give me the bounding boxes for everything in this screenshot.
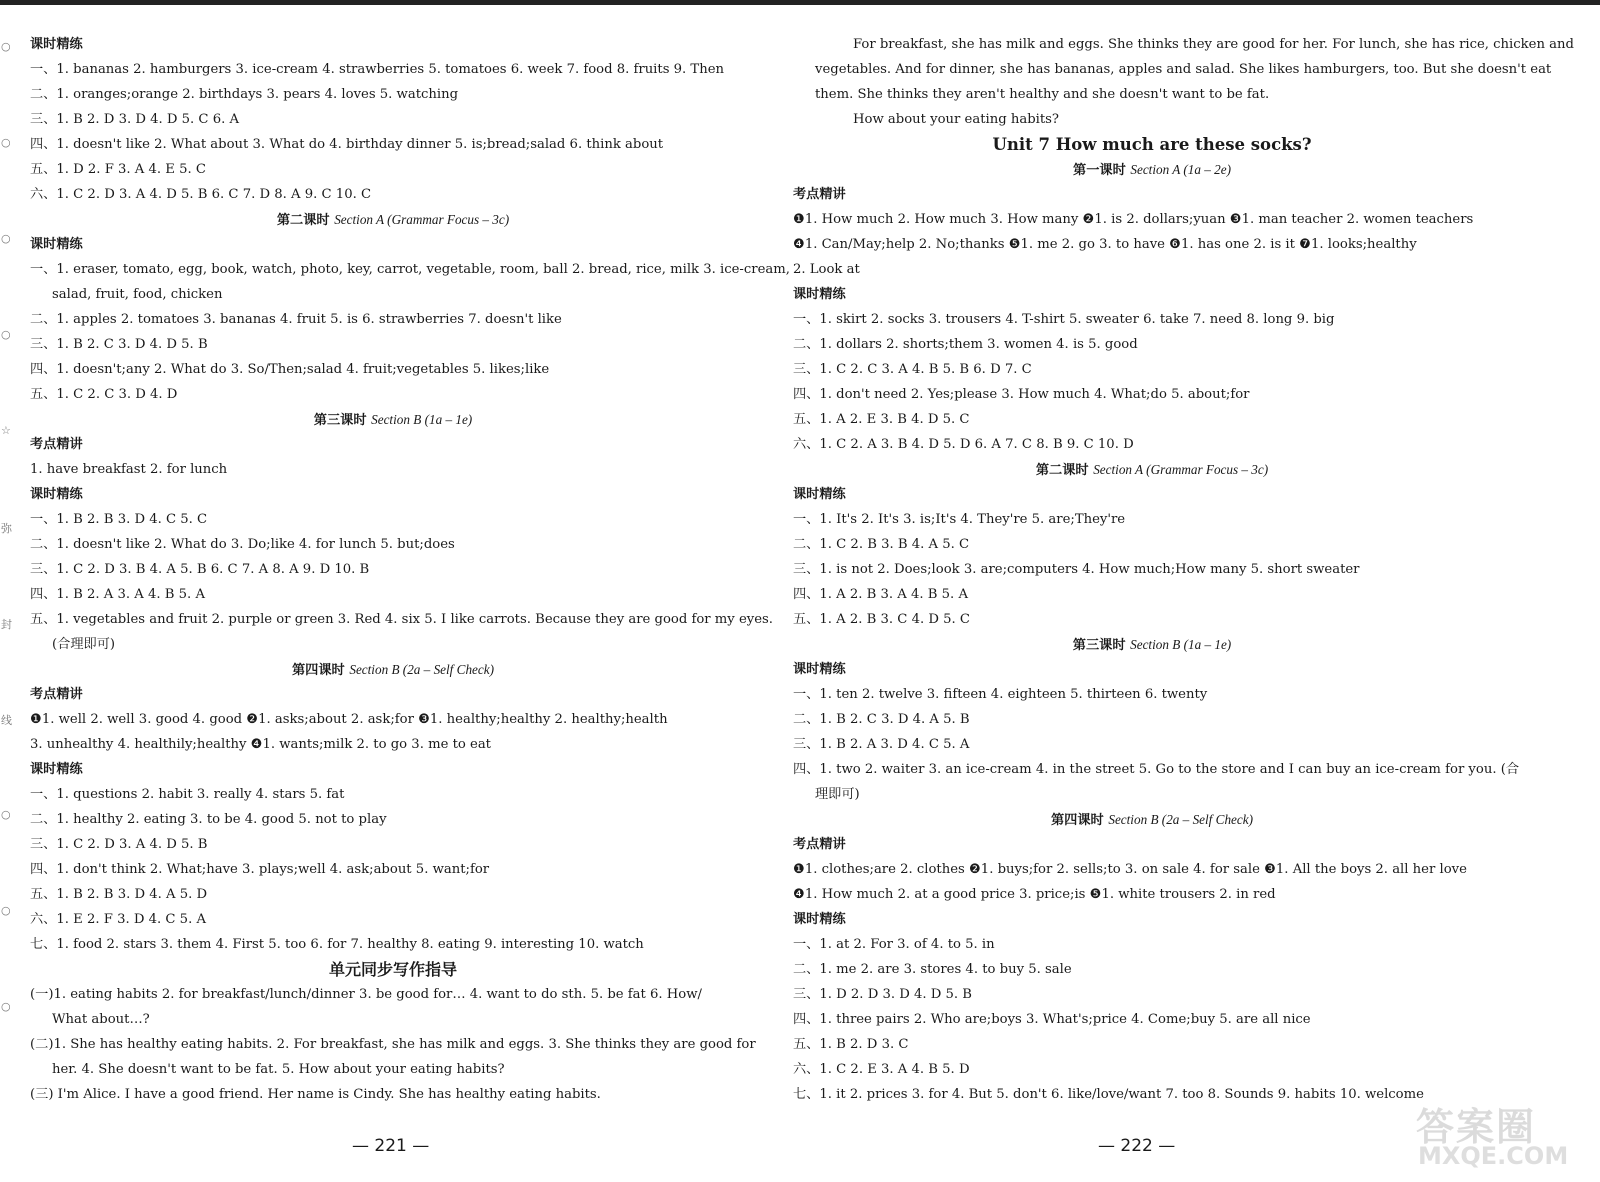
line-text: 课时精练 [30,237,83,252]
answer-line [793,1036,908,1054]
answer-line [793,161,1511,179]
line-text: For breakfast, she has milk and eggs. She thinks they are good for her. For lunch, she has rice, chicken and [853,37,1574,52]
answer-line [30,461,227,479]
answer-line [30,311,562,329]
line-text: 第三课时 [313,413,367,428]
line-text: 考点精讲 [30,687,83,702]
gutter-mark: ☆ [1,424,11,437]
line-text: 一、1. ten 2. twelve 3. fifteen 4. eighteen 5. thirteen 6. twenty [793,687,1208,702]
line-text: 三、1. C 2. D 3. A 4. D 5. B [30,837,208,852]
line-text: 第四课时 [292,663,345,678]
section-subtitle: Section A (Grammar Focus – 3c) [1093,462,1269,477]
answer-line [30,61,724,79]
answer-line [793,761,1519,779]
line-text: 六、1. C 2. A 3. B 4. D 5. D 6. A 7. C 8. B 9. C 10. D [793,437,1134,452]
line-text: 第一课时 [1073,163,1126,178]
line-text: 一、1. It's 2. It's 3. is;It's 4. They're 5. are;They're [793,512,1126,527]
answer-line [30,561,369,579]
line-text: 四、1. doesn't;any 2. What do 3. So/Then;salad 4. fruit;vegetables 5. likes;like [30,362,550,377]
answer-line [30,1036,756,1054]
section-subtitle: Section A (Grammar Focus – 3c) [334,212,510,227]
section-subtitle: Section B (2a – Self Check) [1108,812,1253,827]
gutter-mark: 封 [1,618,12,631]
line-text: 三、1. D 2. D 3. D 4. D 5. B [793,987,972,1002]
line-text: 单元同步写作指导 [328,960,457,979]
line-text: 课时精练 [793,287,846,302]
answer-line [30,511,207,529]
line-text: 二、1. C 2. B 3. B 4. A 5. C [793,537,970,552]
line-text: 六、1. E 2. F 3. D 4. C 5. A [30,912,206,927]
answer-line [793,536,969,554]
line-text: 一、1. bananas 2. hamburgers 3. ice-cream 4. strawberries 5. tomatoes 6. week 7. food 8. fruits 9. Then [30,62,725,77]
answer-line [30,936,644,954]
page-number-left: — 221 — [352,1136,430,1156]
line-text: ❶1. How much 2. How much 3. How many ❷1. is 2. dollars;yuan ❸1. man teacher 2. women teachers [793,212,1474,227]
line-text: How about your eating habits? [853,112,1059,127]
line-text: 第三课时 [1072,638,1126,653]
line-text: her. 4. She doesn't want to be fat. 5. How about your eating habits? [52,1062,505,1077]
line-text: 六、1. C 2. D 3. A 4. D 5. B 6. C 7. D 8. A 9. C 10. C [30,187,372,202]
answer-line [793,636,1511,654]
gutter-mark: ○ [1,328,11,341]
answer-line [793,361,1032,379]
line-text: 三、1. is not 2. Does;look 3. are;computers 4. How much;How many 5. short sweater [793,562,1360,577]
answer-line [52,1011,150,1029]
answer-line [30,536,455,554]
line-text: salad, fruit, food, chicken [52,287,223,302]
answer-line [793,261,860,279]
section-subtitle: Section B (1a – 1e) [371,412,473,427]
answer-line [793,1011,1311,1029]
line-text: 二、1. healthy 2. eating 3. to be 4. good 5. not to play [30,812,387,827]
answer-line [793,611,970,629]
answer-line [30,911,206,929]
answer-line [793,686,1207,704]
line-text: them. She thinks they aren't healthy and she doesn't want to be fat. [815,87,1270,102]
line-text: 二、1. dollars 2. shorts;them 3. women 4. is 5. good [793,337,1138,352]
answer-line [30,836,207,854]
line-text: 课时精练 [30,37,83,52]
answer-line [793,586,968,604]
answer-line [793,986,972,1004]
answer-line [853,36,1574,54]
answer-line [30,661,756,679]
line-text: 五、1. A 2. E 3. B 4. D 5. C [793,412,970,427]
answer-line [793,186,846,204]
answer-line [30,986,702,1004]
answer-line [30,811,387,829]
answer-line [30,361,549,379]
answer-line [793,386,1249,404]
answer-line [52,1061,505,1079]
answer-line [30,761,83,779]
answer-line [30,111,239,129]
page-number-right: — 222 — [1098,1136,1176,1156]
line-text: 四、1. don't need 2. Yes;please 3. How much 4. What;do 5. about;for [793,387,1250,402]
gutter-mark: ○ [1,40,11,53]
line-text: 五、1. B 2. B 3. D 4. A 5. D [30,887,208,902]
line-text: 三、1. C 2. C 3. A 4. B 5. B 6. D 7. C [793,362,1032,377]
top-border [0,0,1600,5]
gutter-mark: ○ [1,232,11,245]
line-text: 考点精讲 [793,187,846,202]
line-text: 四、1. B 2. A 3. A 4. B 5. A [30,587,205,602]
line-text: 一、1. B 2. B 3. D 4. C 5. C [30,512,208,527]
line-text: ❹1. How much 2. at a good price 3. price;is ❺1. white trousers 2. in red [793,887,1276,902]
line-text: 二、1. B 2. C 3. D 4. A 5. B [793,712,970,727]
section-subtitle: Section B (1a – 1e) [1130,637,1232,652]
line-text: 二、1. doesn't like 2. What do 3. Do;like 4. for lunch 5. but;does [30,537,455,552]
line-text: 六、1. C 2. E 3. A 4. B 5. D [793,1062,970,1077]
answer-line [30,686,83,704]
line-text: 第四课时 [1051,813,1104,828]
line-text: 三、1. B 2. D 3. D 4. D 5. C 6. A [30,112,240,127]
answer-line [793,1086,1424,1104]
answer-line [815,61,1551,79]
answer-line [793,736,969,754]
watermark-domain: MXQE.COM [1418,1142,1569,1170]
answer-line [30,186,371,204]
answer-line [793,311,1334,329]
line-text: 五、1. vegetables and fruit 2. purple or green 3. Red 4. six 5. I like carrots. Because they are good for my eyes. [30,612,773,627]
answer-line [793,411,970,429]
section-subtitle: Section A (1a – 2e) [1130,162,1231,177]
answer-line [30,486,83,504]
line-text: 课时精练 [793,487,846,502]
answer-line [793,961,1072,979]
line-text: What about…? [52,1012,150,1027]
answer-line [52,636,115,654]
line-text: 课时精练 [793,912,846,927]
line-text: ❶1. well 2. well 3. good 4. good ❷1. asks;about 2. ask;for ❸1. healthy;healthy 2. healthy;health [30,712,668,727]
line-text: 考点精讲 [30,437,83,452]
line-text: 一、1. at 2. For 3. of 4. to 5. in [793,937,995,952]
line-text: 课时精练 [30,487,83,502]
section-subtitle: Section B (2a – Self Check) [349,662,494,677]
answer-line [793,461,1511,479]
line-text: 四、1. A 2. B 3. A 4. B 5. A [793,587,968,602]
line-text: 1. have breakfast 2. for lunch [30,462,228,477]
answer-line [793,211,1473,229]
line-text: 理即可) [815,787,860,802]
line-text: ❶1. clothes;are 2. clothes ❷1. buys;for 2. sells;to 3. on sale 4. for sale ❸1. All the boys 2. all her love [793,862,1467,877]
answer-line [30,411,756,429]
answer-line [30,236,83,254]
line-text: 一、1. questions 2. habit 3. really 4. stars 5. fat [30,787,345,802]
line-text: 五、1. B 2. D 3. C [793,1037,909,1052]
gutter-mark: ○ [1,904,11,917]
answer-line [30,961,756,979]
line-text: 2. Look at [793,262,860,277]
answer-line [793,861,1467,879]
line-text: 第二课时 [1035,463,1089,478]
line-text: 一、1. skirt 2. socks 3. trousers 4. T-shirt 5. sweater 6. take 7. need 8. long 9. big [793,312,1335,327]
answer-line [30,136,663,154]
line-text: 七、1. food 2. stars 3. them 4. First 5. too 6. for 7. healthy 8. eating 9. interesting 10. watch [30,937,644,952]
gutter-mark: ○ [1,808,11,821]
answer-line [30,86,458,104]
answer-line [793,286,846,304]
gutter-mark: ○ [1,1000,11,1013]
answer-line [30,436,83,454]
line-text: 3. unhealthy 4. healthily;healthy ❹1. wants;milk 2. to go 3. me to eat [30,737,491,752]
answer-line [30,336,208,354]
answer-line [30,161,206,179]
line-text: 五、1. C 2. C 3. D 4. D [30,387,178,402]
line-text: 二、1. me 2. are 3. stores 4. to buy 5. sale [793,962,1072,977]
line-text: 三、1. B 2. A 3. D 4. C 5. A [793,737,970,752]
answer-line [793,886,1276,904]
answer-line [30,261,790,279]
line-text: (一)1. eating habits 2. for breakfast/lunch/dinner 3. be good for… 4. want to do sth. 5. be fat 6. How/ [30,987,702,1002]
line-text: 五、1. D 2. F 3. A 4. E 5. C [30,162,206,177]
gutter-mark: 弥 [1,522,12,535]
line-text: 课时精练 [30,762,83,777]
watermark-logo [1416,1096,1588,1174]
line-text: 四、1. doesn't like 2. What about 3. What do 4. birthday dinner 5. is;bread;salad 6. think about [30,137,664,152]
answer-line [52,286,222,304]
answer-line [793,511,1125,529]
line-text: 二、1. apples 2. tomatoes 3. bananas 4. fruit 5. is 6. strawberries 7. doesn't like [30,312,562,327]
line-text: 五、1. A 2. B 3. C 4. D 5. C [793,612,970,627]
answer-line [30,611,773,629]
line-text: 四、1. two 2. waiter 3. an ice-cream 4. in the street 5. Go to the store and I can buy an ice-cream for you. (合 [793,762,1520,777]
line-text: Unit 7 How much are these socks? [992,135,1312,154]
watermark-logo-text: 答案圈 [1416,1105,1537,1149]
answer-line [793,136,1511,154]
line-text: 二、1. oranges;orange 2. birthdays 3. pears 4. loves 5. watching [30,87,459,102]
answer-line [793,711,970,729]
line-text: (合理即可) [52,637,116,652]
answer-line [815,786,860,804]
answer-line [793,811,1511,829]
line-text: 三、1. B 2. C 3. D 4. D 5. B [30,337,208,352]
answer-line [793,836,846,854]
line-text: 三、1. C 2. D 3. B 4. A 5. B 6. C 7. A 8. A 9. D 10. B [30,562,370,577]
line-text: 课时精练 [793,662,846,677]
answer-line [30,386,177,404]
answer-line [815,86,1269,104]
line-text: 第二课时 [276,213,330,228]
answer-line [793,661,846,679]
gutter-mark: 线 [1,714,12,727]
line-text: 七、1. it 2. prices 3. for 4. But 5. don't 6. like/love/want 7. too 8. Sounds 9. habits 10. welcome [793,1087,1424,1102]
answer-line [30,36,83,54]
line-text: 一、1. eraser, tomato, egg, book, watch, photo, key, carrot, vegetable, room, ball 2. bread, rice, milk 3. ice-cream, [30,262,790,277]
line-text: (二)1. She has healthy eating habits. 2. For breakfast, she has milk and eggs. 3. She thinks they are good for [30,1037,756,1052]
answer-line [793,436,1134,454]
line-text: 考点精讲 [793,837,846,852]
answer-line [30,861,489,879]
line-text: 四、1. three pairs 2. Who are;boys 3. What's;price 4. Come;buy 5. are all nice [793,1012,1311,1027]
binding-gutter [0,40,14,1100]
answer-line [30,586,205,604]
answer-line [30,1086,601,1104]
line-text: vegetables. And for dinner, she has bananas, apples and salad. She likes hamburgers, too. But she doesn't eat [815,62,1552,77]
line-text: 四、1. don't think 2. What;have 3. plays;well 4. ask;about 5. want;for [30,862,490,877]
line-text: (三) I'm Alice. I have a good friend. Her name is Cindy. She has healthy eating habits. [30,1087,601,1102]
answer-line [793,936,995,954]
answer-line [793,911,846,929]
answer-line [30,786,344,804]
answer-line [853,111,1059,129]
answer-line [793,336,1138,354]
answer-line [793,1061,970,1079]
answer-line [793,561,1360,579]
gutter-mark: ○ [1,136,11,149]
answer-line [30,211,756,229]
answer-line [30,736,491,754]
line-text: ❹1. Can/May;help 2. No;thanks ❺1. me 2. go 3. to have ❻1. has one 2. is it ❼1. looks;healthy [793,237,1417,252]
answer-line [30,711,668,729]
answer-line [793,236,1417,254]
answer-line [30,886,207,904]
answer-line [793,486,846,504]
